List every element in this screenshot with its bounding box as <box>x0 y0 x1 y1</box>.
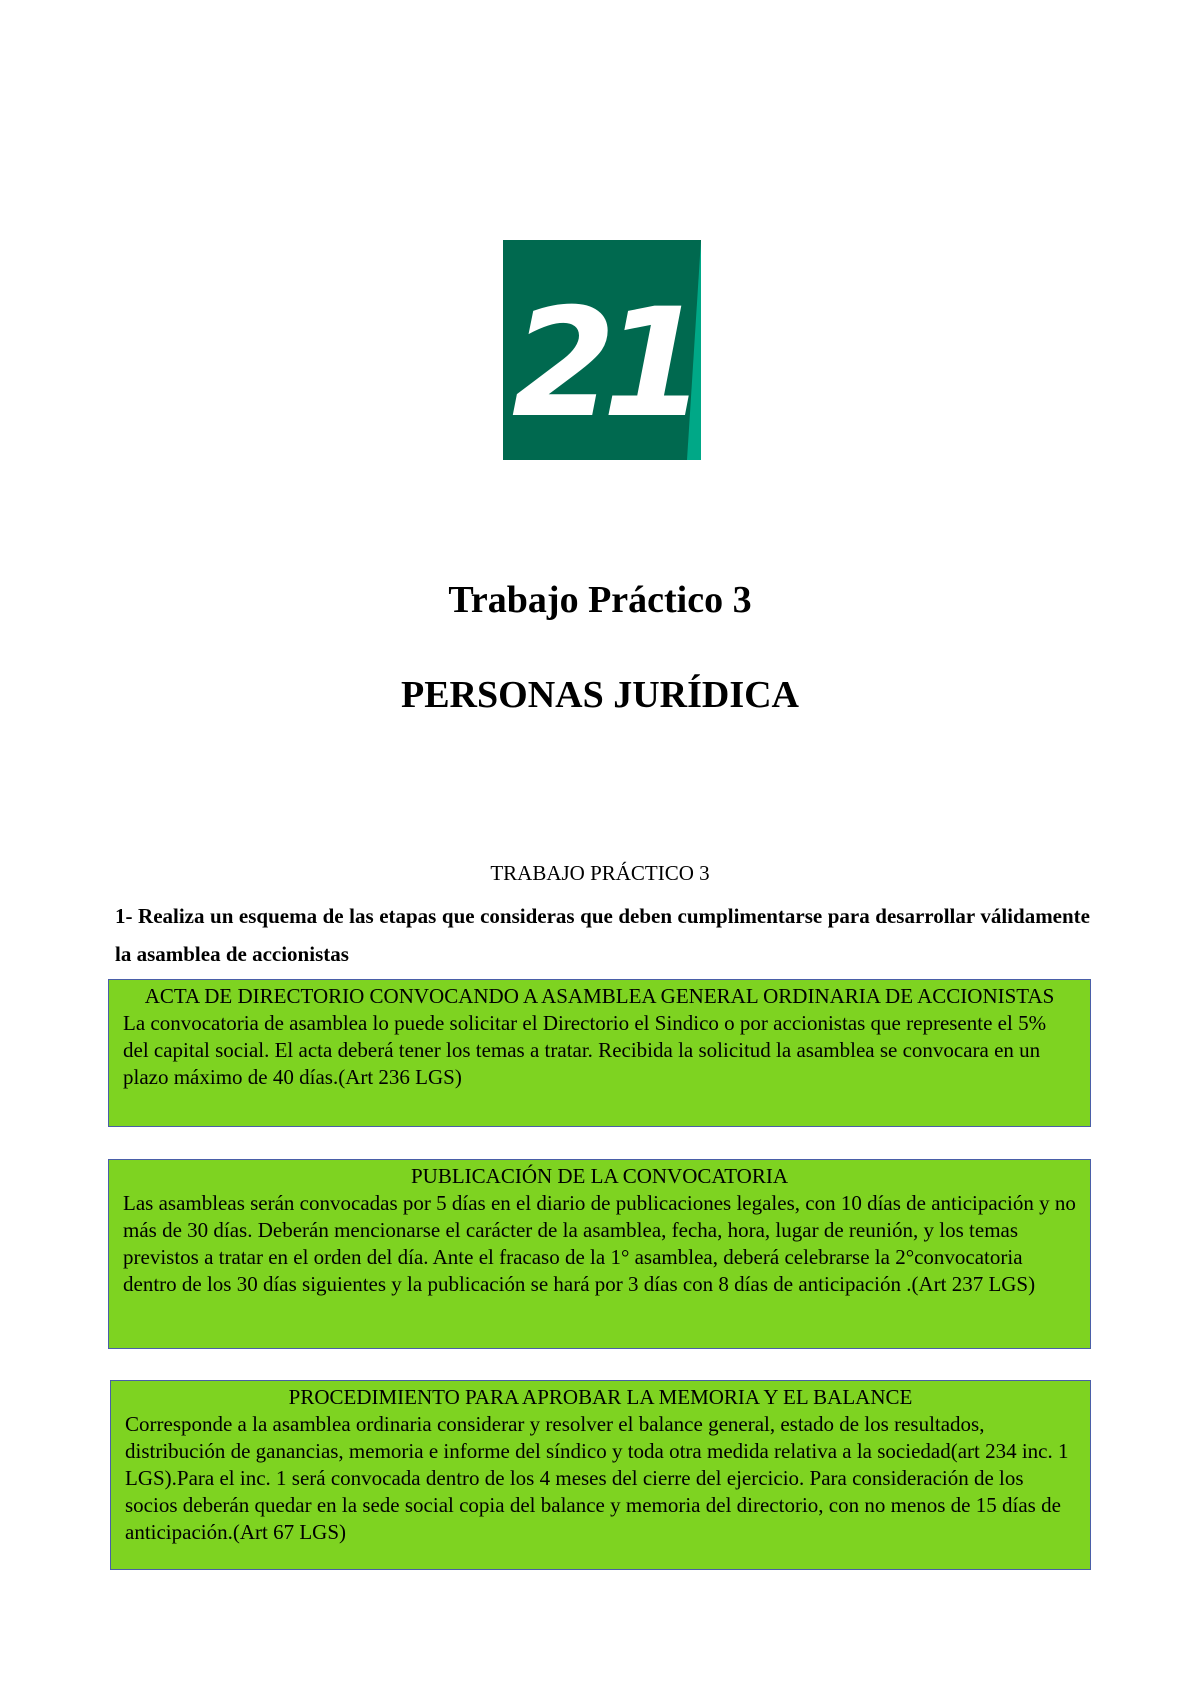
section-heading: TRABAJO PRÁCTICO 3 <box>490 861 710 885</box>
page-title: Trabajo Práctico 3 <box>448 579 752 621</box>
stage-body: Corresponde a la asamblea ordinaria considerar y resolver el balance general, estado de los resultados, distribución de ganancias, memoria e informe del síndico y toda otra medida relativa a la sociedad(art 234 inc. 1 LGS).Para el inc. 1 será convocada dentro de los 4 meses del cierre del ejercicio. Para consideración de los socios deberán quedar en la sede social copia del balance y memoria del directorio, con no menos de 15 días de anticipación.(Art 67 LGS) <box>125 1412 1069 1544</box>
stage-box-publicacion <box>108 1159 1091 1349</box>
stage-heading: ACTA DE DIRECTORIO CONVOCANDO A ASAMBLEA GENERAL ORDINARIA DE ACCIONISTAS <box>144 984 1055 1008</box>
stage-body: La convocatoria de asamblea lo puede solicitar el Directorio el Sindico o por accionistas que represente el 5% del capital social. El acta deberá tener los temas a tratar. Recibida la solicitud la asamblea se convocara en un plazo máximo de 40 días.(Art 236 LGS) <box>123 1011 1047 1089</box>
stage-heading: PROCEDIMIENTO PARA APROBAR LA MEMORIA Y EL BALANCE <box>288 1385 913 1409</box>
stage-box-procedimiento <box>110 1380 1091 1570</box>
stage-body: Las asambleas serán convocadas por 5 días en el diario de publicaciones legales, con 10 días de anticipación y no más de 30 días. Deberán mencionarse el carácter de la asamblea, fecha, hora, lugar de reunión, y los temas previstos a tratar en el orden del día. Ante el fracaso de la 1° asamblea, deberá celebrarse la 2°convocatoria dentro de los 30 días siguientes y la publicación se hará por 3 días con 8 días de anticipación .(Art 237 LGS) <box>123 1191 1076 1296</box>
logo-21 <box>503 240 701 460</box>
page-subtitle: PERSONAS JURÍDICA <box>401 674 799 716</box>
stage-box-acta <box>108 979 1091 1127</box>
stage-heading: PUBLICACIÓN DE LA CONVOCATORIA <box>410 1164 789 1188</box>
logo-text: 21 <box>511 277 693 451</box>
question-text: 1- Realiza un esquema de las etapas que consideras que deben cumplimentarse para desarrollar válidamente la asamblea de accionistas <box>115 904 1090 966</box>
